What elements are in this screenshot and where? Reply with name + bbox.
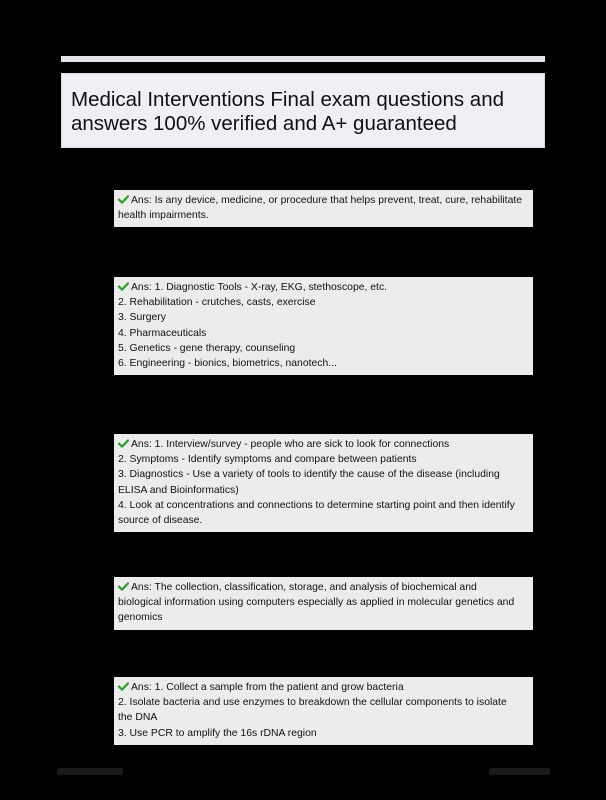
answer-line: 2. Symptoms - Identify symptoms and compare between patients [118,454,417,466]
answer-line: 2. Rehabilitation - crutches, casts, exercise [118,297,316,309]
answer-line: health impairments. [118,210,209,222]
check-icon [118,439,129,448]
answer-line: 5. Genetics - gene therapy, counseling [118,342,296,354]
answer-line: 2. Isolate bacteria and use enzymes to breakdown the cellular components to isolate [118,697,507,709]
answer-line: 4. Pharmaceuticals [118,327,207,339]
check-icon [118,582,129,591]
header-divider [61,56,545,62]
answer-line: 6. Engineering - bionics, biometrics, nanotech... [118,358,337,370]
answer-line: genomics [118,612,163,624]
answer-line: Ans: 1. Collect a sample from the patient and grow bacteria [118,680,529,695]
answer-line: 4. Look at concentrations and connections to determine starting point and then identify [118,499,515,511]
title-line-1: Medical Interventions Final exam questions and [71,88,505,111]
answer-line: 3. Use PCR to amplify the 16s rDNA region [118,727,317,739]
page-title [62,74,544,136]
answer-block-2 [114,277,533,375]
footer-left-mark [57,768,123,775]
answer-line: source of disease. [118,515,203,527]
answer-line: Ans: 1. Interview/survey - people who are sick to look for connections [118,437,529,452]
check-icon [118,195,129,204]
answer-line: ELISA and Bioinformatics) [118,484,239,496]
answer-block-3 [114,434,533,532]
answer-block-1 [114,190,533,227]
answer-line: the DNA [118,712,158,724]
title-box [61,73,545,148]
footer-right-mark [489,768,550,775]
check-icon [118,682,129,691]
check-icon [118,282,129,291]
answer-line: Ans: The collection, classification, storage, and analysis of biochemical and [118,580,529,595]
answer-block-4 [114,577,533,630]
answer-line: 3. Diagnostics - Use a variety of tools to identify the cause of the disease (including [118,469,500,481]
answer-line: biological information using computers especially as applied in molecular genetics and [118,597,515,609]
answer-line: 3. Surgery [118,312,166,324]
answer-line: Ans: Is any device, medicine, or procedure that helps prevent, treat, cure, rehabilitate [118,193,529,208]
answer-line: Ans: 1. Diagnostic Tools - X-ray, EKG, stethoscope, etc. [118,280,529,295]
answer-block-5 [114,677,533,745]
title-line-2: answers 100% verified and A+ guaranteed [71,112,457,135]
